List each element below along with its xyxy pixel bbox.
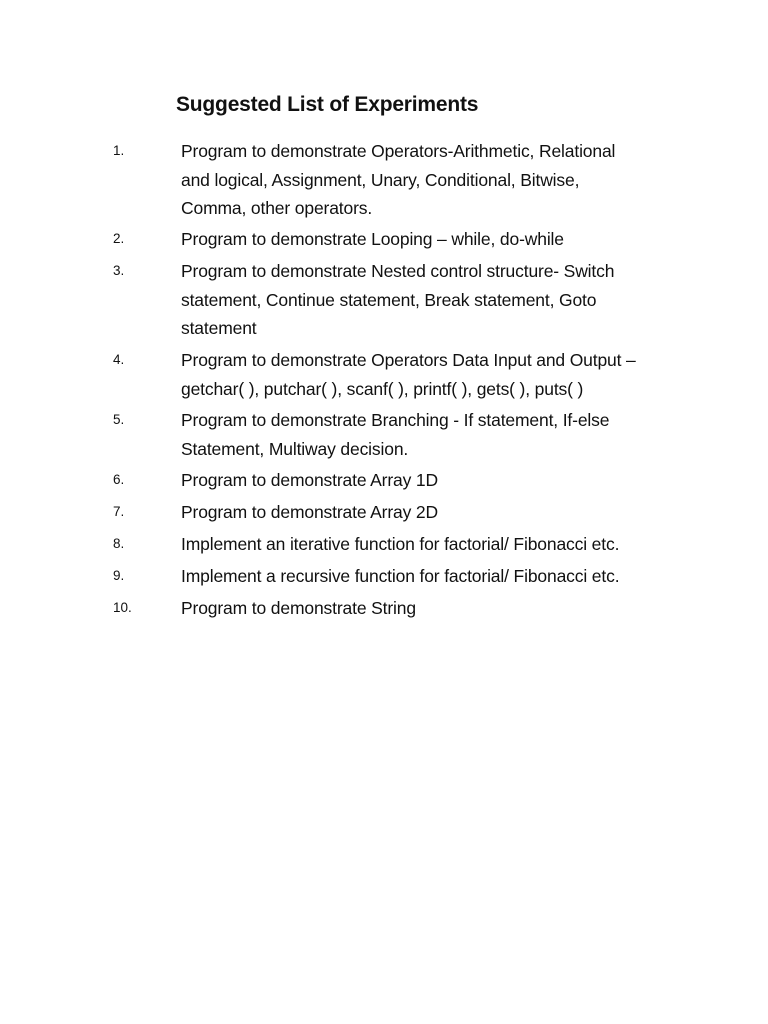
- item-text: [181, 257, 701, 343]
- item-number: 7.: [113, 504, 125, 519]
- item-line: statement, Continue statement, Break statement, Goto: [181, 289, 597, 310]
- item-line: getchar( ), putchar( ), scanf( ), printf( ), gets( ), puts( ): [181, 378, 584, 399]
- item-number: 9.: [113, 568, 125, 583]
- item-text: [181, 346, 701, 403]
- item-line: Implement an iterative function for factorial/ Fibonacci etc.: [181, 534, 620, 554]
- item-number: 5.: [113, 412, 125, 427]
- item-number: 1.: [113, 143, 125, 158]
- item-text: [181, 594, 701, 623]
- item-number: 10.: [113, 600, 132, 615]
- item-line: and logical, Assignment, Unary, Conditional, Bitwise,: [181, 169, 580, 190]
- item-number: 2.: [113, 231, 125, 246]
- item-number: 4.: [113, 352, 125, 367]
- item-line: Comma, other operators.: [181, 198, 373, 218]
- item-number: 3.: [113, 263, 125, 278]
- item-number: 8.: [113, 536, 125, 551]
- item-line: Statement, Multiway decision.: [181, 438, 409, 459]
- item-text: [181, 530, 701, 559]
- item-line: statement: [181, 318, 257, 338]
- item-text: [181, 466, 701, 495]
- item-line: Program to demonstrate String: [181, 598, 416, 618]
- item-line: Implement a recursive function for factorial/ Fibonacci etc.: [181, 566, 620, 586]
- item-text: [181, 137, 701, 223]
- item-line: Program to demonstrate Array 2D: [181, 502, 438, 522]
- item-line: Program to demonstrate Nested control structure- Switch: [181, 261, 615, 281]
- item-text: [181, 225, 701, 254]
- page-title: Suggested List of Experiments: [176, 93, 479, 116]
- item-line: Program to demonstrate Array 1D: [181, 470, 438, 490]
- item-line: Program to demonstrate Looping – while, do-while: [181, 229, 564, 249]
- item-text: [181, 498, 701, 527]
- item-line: Program to demonstrate Operators-Arithmetic, Relational: [181, 141, 616, 161]
- item-number: 6.: [113, 472, 125, 487]
- item-text: [181, 406, 701, 463]
- item-line: Program to demonstrate Branching - If statement, If-else: [181, 410, 610, 430]
- item-text: [181, 562, 701, 591]
- item-line: Program to demonstrate Operators Data Input and Output –: [181, 350, 636, 370]
